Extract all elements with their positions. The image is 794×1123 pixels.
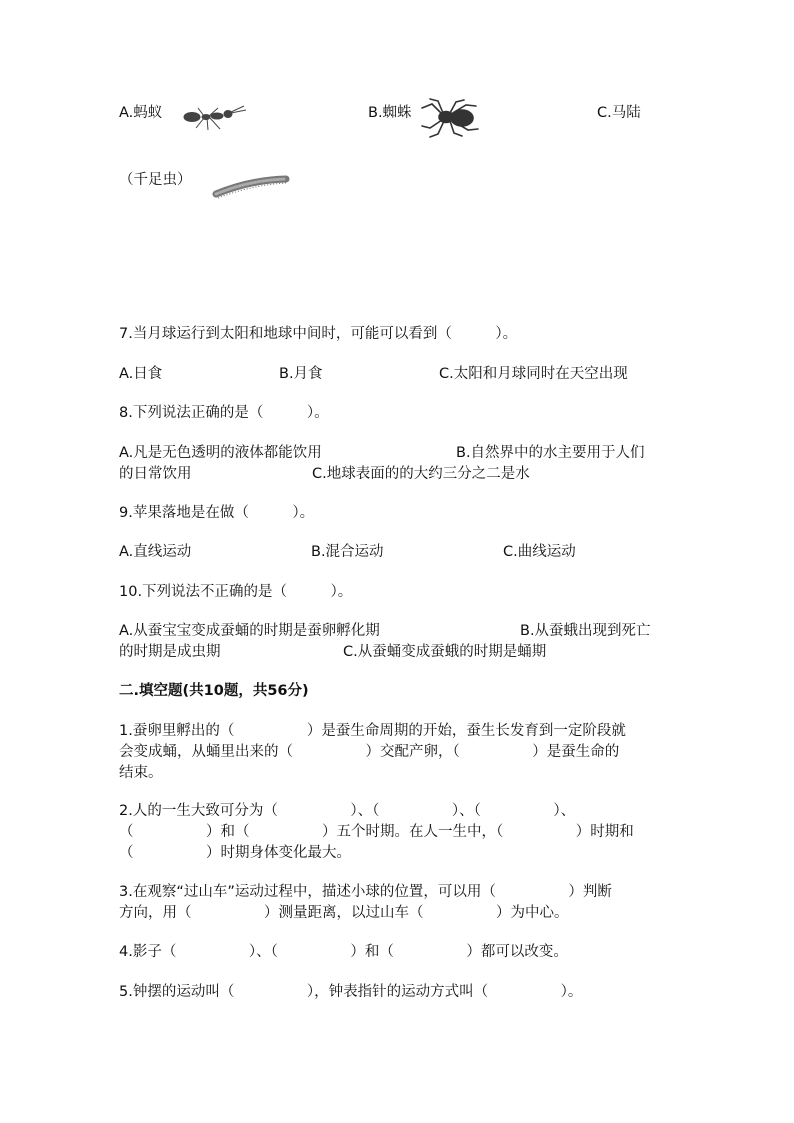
fill-q4: 4.影子（ ）、（ ）和（ ）都可以改变。 (119, 944, 568, 960)
fill-q1-line-3: 结束。 (119, 765, 163, 781)
q6-option-c-label: C.马陆 (597, 105, 641, 121)
q10-stem: 10.下列说法不正确的是（ ）。 (119, 584, 353, 600)
spider-icon (418, 98, 484, 138)
fill-q2-line-1: 2.人的一生大致可分为（ ）、（ ）、（ ）、 (119, 803, 576, 819)
fill-q1-line-1: 1.蚕卵里孵出的（ ）是蚕生命周期的开始，蚕生长发育到一定阶段就 (119, 723, 626, 739)
fill-q3-line-1: 3.在观察“过山车”运动过程中，描述小球的位置，可以用（ ）判断 (119, 884, 612, 900)
q9-option-b: B.混合运动 (311, 544, 384, 560)
q10-option-b: B.从蚕蛾出现到死亡 (520, 623, 651, 639)
q7-option-c: C.太阳和月球同时在天空出现 (439, 366, 628, 382)
fill-q5: 5.钟摆的运动叫（ ），钟表指针的运动方式叫（ ）。 (119, 984, 583, 1000)
q8-option-a: A.凡是无色透明的液体都能饮用 (119, 445, 322, 461)
q10-option-b-continued: 的时期是成虫期 (119, 644, 221, 660)
q7-option-a: A.日食 (119, 366, 163, 382)
q8-option-b-continued: 的日常饮用 (119, 466, 192, 482)
q6-option-c-continued: （千足虫） (119, 172, 192, 188)
millipede-icon (212, 174, 290, 200)
fill-q2-line-3: （ ）时期身体变化最大。 (119, 845, 351, 861)
q9-stem: 9.苹果落地是在做（ ）。 (119, 505, 315, 521)
q9-option-c: C.曲线运动 (503, 544, 576, 560)
q7-option-b: B.月食 (279, 366, 323, 382)
fill-q3-line-2: 方向，用（ ）测量距离，以过山车（ ）为中心。 (119, 905, 569, 921)
ant-icon (180, 104, 248, 132)
section-2-title: 二.填空题(共10题，共56分) (119, 683, 309, 699)
fill-q2-line-2: （ ）和（ ）五个时期。在人一生中，（ ）时期和 (119, 824, 634, 840)
q7-stem: 7.当月球运行到太阳和地球中间时，可能可以看到（ ）。 (119, 326, 518, 342)
q6-option-a-label: A.蚂蚁 (119, 105, 163, 121)
fill-q1-line-2: 会变成蛹，从蛹里出来的（ ）交配产卵，（ ）是蚕生命的 (119, 744, 620, 760)
q8-option-c: C.地球表面的的大约三分之二是水 (312, 466, 530, 482)
q8-stem: 8.下列说法正确的是（ ）。 (119, 405, 329, 421)
q9-option-a: A.直线运动 (119, 544, 192, 560)
q8-option-b: B.自然界中的水主要用于人们 (456, 445, 645, 461)
q6-option-b-label: B.蜘蛛 (368, 105, 412, 121)
q10-option-a: A.从蚕宝宝变成蚕蛹的时期是蚕卵孵化期 (119, 623, 380, 639)
q10-option-c: C.从蚕蛹变成蚕蛾的时期是蛹期 (343, 644, 547, 660)
